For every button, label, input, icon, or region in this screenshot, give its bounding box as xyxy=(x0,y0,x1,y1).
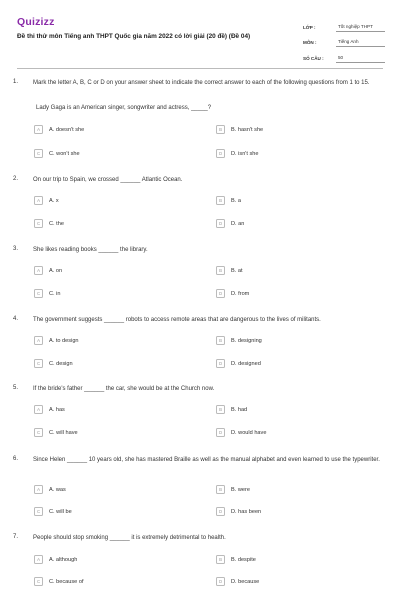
meta-row-class xyxy=(303,16,385,32)
option-letter-box: C xyxy=(34,428,43,437)
meta-block xyxy=(303,16,385,63)
option-text: D. from xyxy=(231,290,250,297)
question-sentence: Lady Gaga is an American singer, songwriter and actress, _____? xyxy=(36,105,212,111)
meta-key-subject: MÔN : xyxy=(303,40,317,45)
question-text: Mark the letter A, B, C or D on your answer sheet to indicate the correct answer to each of the following questions from 1 to 15. xyxy=(33,80,370,86)
option-a[interactable] xyxy=(34,405,65,414)
option-text: A. was xyxy=(49,486,66,493)
option-letter-box: D xyxy=(216,577,225,586)
option-letter-box: D xyxy=(216,507,225,516)
option-text: B. at xyxy=(231,267,243,274)
option-text: A. doesn't she xyxy=(49,126,85,133)
option-letter-box: A xyxy=(34,266,43,275)
option-d[interactable] xyxy=(216,428,266,437)
option-letter-box: A xyxy=(34,125,43,134)
option-d[interactable] xyxy=(216,359,261,368)
option-letter-box: B xyxy=(216,555,225,564)
option-d[interactable] xyxy=(216,507,261,516)
option-b[interactable] xyxy=(216,485,250,494)
option-text: A. although xyxy=(49,556,78,563)
option-text: C. in xyxy=(49,290,61,297)
option-letter-box: A xyxy=(34,336,43,345)
option-c[interactable] xyxy=(34,289,61,298)
option-letter-box: D xyxy=(216,289,225,298)
option-text: B. a xyxy=(231,197,241,204)
meta-key-question-count: SỐ CÂU : xyxy=(303,55,324,61)
option-letter-box: D xyxy=(216,359,225,368)
option-letter-box: A xyxy=(34,196,43,205)
option-letter-box: D xyxy=(216,149,225,158)
option-text: C. won't she xyxy=(49,150,80,157)
question-number: 4. xyxy=(13,316,19,322)
option-letter-box: A xyxy=(34,485,43,494)
option-b[interactable] xyxy=(216,196,241,205)
option-text: B. despite xyxy=(231,556,256,563)
option-a[interactable] xyxy=(34,336,79,345)
option-d[interactable] xyxy=(216,289,249,298)
option-text: D. isn't she xyxy=(231,150,259,157)
option-text: B. hasn't she xyxy=(231,126,264,133)
question-number: 5. xyxy=(13,385,19,391)
option-text: D. because xyxy=(231,578,260,585)
option-a[interactable] xyxy=(34,266,62,275)
question-text: She likes reading books ______ the library. xyxy=(33,247,148,253)
option-letter-box: B xyxy=(216,196,225,205)
option-text: A. on xyxy=(49,267,63,274)
option-a[interactable] xyxy=(34,196,59,205)
option-text: A. x xyxy=(49,197,59,204)
option-letter-box: C xyxy=(34,219,43,228)
option-c[interactable] xyxy=(34,149,80,158)
option-text: D. an xyxy=(231,220,245,227)
question-text: On our trip to Spain, we crossed ______ Atlantic Ocean. xyxy=(33,177,183,183)
option-text: C. because of xyxy=(49,578,84,585)
option-a[interactable] xyxy=(34,555,77,564)
option-c[interactable] xyxy=(34,507,72,516)
question-number: 6. xyxy=(13,456,19,462)
option-letter-box: D xyxy=(216,219,225,228)
option-a[interactable] xyxy=(34,485,66,494)
option-text: B. had xyxy=(231,406,248,413)
option-text: C. will be xyxy=(49,508,72,515)
meta-value-question-count: 50 xyxy=(336,55,385,63)
header-divider xyxy=(17,68,383,69)
option-letter-box: B xyxy=(216,266,225,275)
option-letter-box: B xyxy=(216,125,225,134)
option-letter-box: B xyxy=(216,485,225,494)
option-text: C. design xyxy=(49,360,73,367)
option-text: C. will have xyxy=(49,429,78,436)
option-c[interactable] xyxy=(34,577,84,586)
option-text: A. to design xyxy=(49,337,79,344)
option-d[interactable] xyxy=(216,577,259,586)
meta-value-class: Tốt nghiệp THPT xyxy=(336,24,385,32)
meta-row-subject xyxy=(303,32,385,48)
option-c[interactable] xyxy=(34,359,73,368)
option-letter-box: A xyxy=(34,555,43,564)
option-b[interactable] xyxy=(216,405,247,414)
option-text: B. designing xyxy=(231,337,262,344)
option-a[interactable] xyxy=(34,125,84,134)
option-letter-box: C xyxy=(34,359,43,368)
option-letter-box: D xyxy=(216,428,225,437)
meta-value-subject: Tiếng Anh xyxy=(336,39,385,47)
option-letter-box: B xyxy=(216,336,225,345)
question-text: If the bride's father ______ the car, she would be at the Church now. xyxy=(33,386,215,392)
question-number: 3. xyxy=(13,246,19,252)
option-b[interactable] xyxy=(216,266,243,275)
option-text: D. designed xyxy=(231,360,261,367)
option-b[interactable] xyxy=(216,125,263,134)
question-number: 1. xyxy=(13,79,19,85)
question-text: People should stop smoking ______ it is extremely detrimental to health. xyxy=(33,535,226,541)
option-text: B. were xyxy=(231,486,250,493)
option-b[interactable] xyxy=(216,336,262,345)
option-letter-box: C xyxy=(34,149,43,158)
question-text: Since Helen ______ 10 years old, she has mastered Braille as well as the manual alphabet and even learned to use the typewriter. xyxy=(33,457,380,463)
question-number: 2. xyxy=(13,176,19,182)
option-text: D. has been xyxy=(231,508,262,515)
option-text: A. has xyxy=(49,406,65,413)
option-text: C. the xyxy=(49,220,64,227)
option-b[interactable] xyxy=(216,555,256,564)
option-c[interactable] xyxy=(34,219,64,228)
option-letter-box: C xyxy=(34,577,43,586)
question-text: The government suggests ______ robots to access remote areas that are dangerous to the lives of militants. xyxy=(33,317,321,323)
option-c[interactable] xyxy=(34,428,78,437)
option-letter-box: C xyxy=(34,289,43,298)
question-number: 7. xyxy=(13,534,19,540)
meta-key-class: LỚP : xyxy=(303,24,316,30)
option-letter-box: A xyxy=(34,405,43,414)
option-d[interactable] xyxy=(216,149,259,158)
quizizz-logo: Quizizz xyxy=(17,16,55,28)
page-title: Đề thi thử môn Tiếng anh THPT Quốc gia năm 2022 có lời giải (20 đề) (Đề 04) xyxy=(17,33,251,40)
meta-row-question-count xyxy=(303,47,385,63)
option-text: D. would have xyxy=(231,429,267,436)
option-d[interactable] xyxy=(216,219,244,228)
option-letter-box: B xyxy=(216,405,225,414)
option-letter-box: C xyxy=(34,507,43,516)
